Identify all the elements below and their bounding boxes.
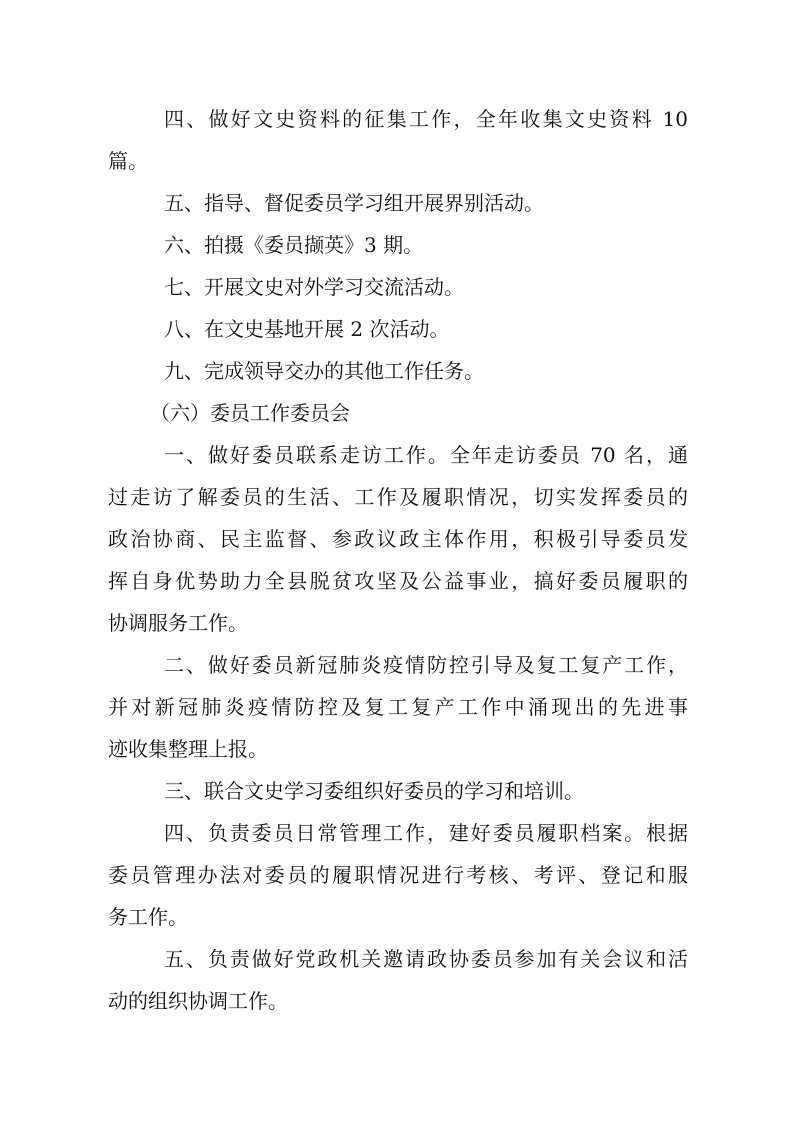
text-line: 四、做好文史资料的征集工作，全年收集文史资料 10 (164, 107, 688, 131)
text-line: 务工作。 (108, 905, 188, 929)
section-heading (108, 392, 688, 434)
paragraph (108, 644, 688, 770)
paragraph (108, 434, 688, 644)
text-line: 篇。 (108, 149, 148, 173)
text-line: 动的组织协调工作。 (108, 989, 288, 1013)
text-line: 委员管理办法对委员的履职情况进行考核、考评、登记和服 (108, 863, 688, 887)
text-line: 过走访了解委员的生活、工作及履职情况，切实发挥委员的 (108, 485, 688, 509)
paragraph (108, 182, 688, 224)
paragraph (108, 308, 688, 350)
text-line: 并对新冠肺炎疫情防控及复工复产工作中涌现出的先进事 (108, 695, 688, 719)
text-line: 协调服务工作。 (108, 611, 248, 635)
text-line: 七、开展文史对外学习交流活动。 (164, 275, 464, 299)
text-line: 挥自身优势助力全县脱贫攻坚及公益事业，搞好委员履职的 (108, 569, 688, 593)
paragraph (108, 224, 688, 266)
text-line: 五、负责做好党政机关邀请政协委员参加有关会议和活 (164, 947, 688, 971)
paragraph (108, 266, 688, 308)
document-body (108, 98, 688, 1022)
text-line: 迹收集整理上报。 (108, 737, 268, 761)
text-line: 政治协商、民主监督、参政议政主体作用，积极引导委员发 (108, 527, 688, 551)
text-line: 二、做好委员新冠肺炎疫情防控引导及复工复产工作， (164, 653, 688, 677)
paragraph (108, 938, 688, 1022)
paragraph (108, 98, 688, 182)
text-line: 八、在文史基地开展 2 次活动。 (164, 317, 450, 341)
paragraph (108, 350, 688, 392)
text-line: 一、做好委员联系走访工作。全年走访委员 70 名，通 (164, 443, 688, 467)
text-line: 四、负责委员日常管理工作，建好委员履职档案。根据 (164, 821, 688, 845)
paragraph (108, 812, 688, 938)
text-line: 六、拍摄《委员撷英》3 期。 (164, 233, 424, 257)
section-heading-text: （六）委员工作委员会 (150, 401, 350, 425)
paragraph (108, 770, 688, 812)
text-line: 九、完成领导交办的其他工作任务。 (164, 359, 484, 383)
text-line: 三、联合文史学习委组织好委员的学习和培训。 (164, 779, 584, 803)
text-line: 五、指导、督促委员学习组开展界别活动。 (164, 191, 544, 215)
